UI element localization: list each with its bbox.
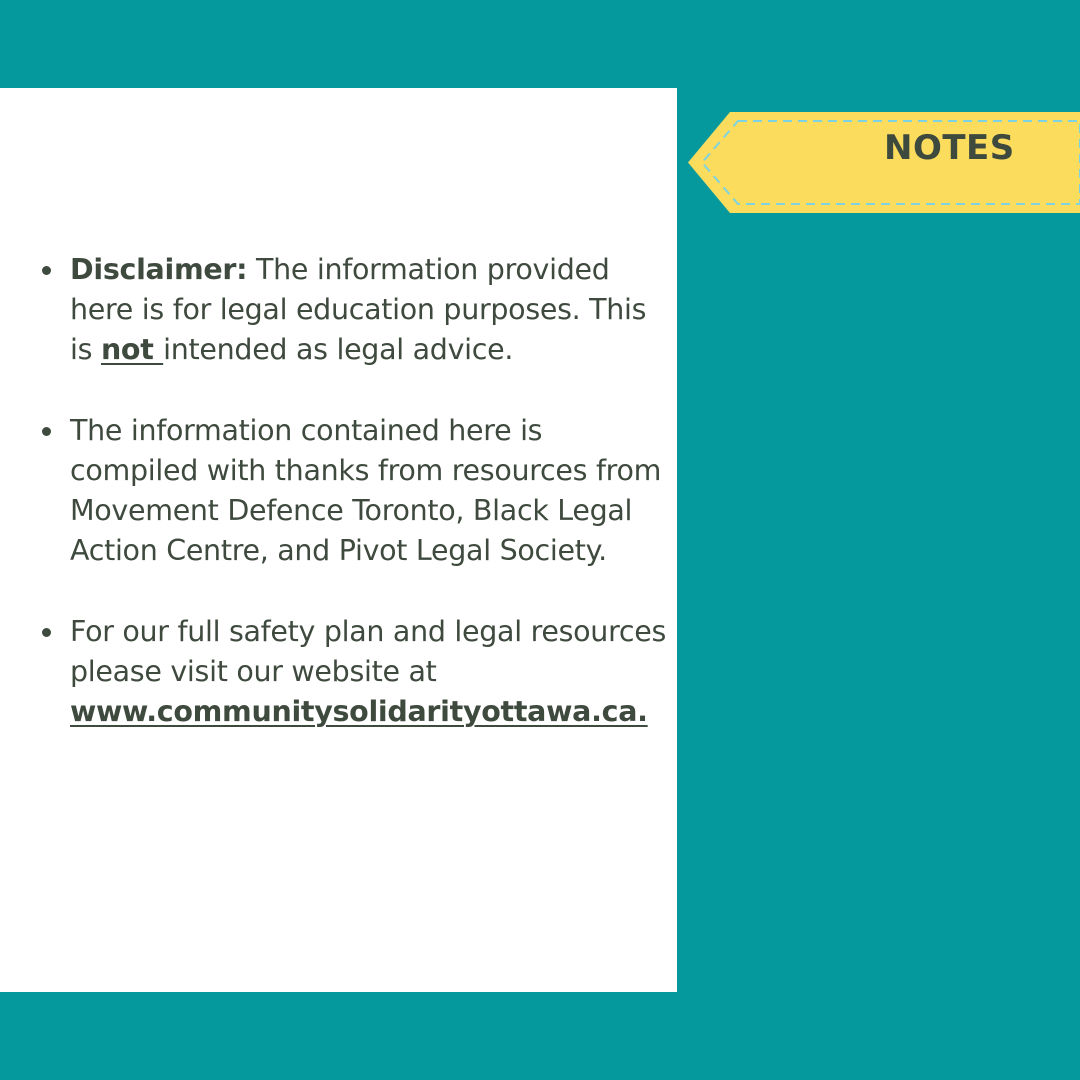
disclaimer-text-end: intended as legal advice. [163, 333, 514, 367]
notes-title: NOTES [884, 128, 1015, 168]
disclaimer-text-start: The information provided here is for legal education purposes. This is [70, 253, 647, 367]
website-link[interactable]: www.communitysolidarityottawa.ca. [70, 695, 648, 729]
website-item [70, 612, 670, 733]
credits-item [70, 411, 670, 572]
disclaimer-item [70, 250, 670, 371]
notes-list [70, 250, 670, 773]
website-text: For our full safety plan and legal resources please visit our website at [70, 614, 667, 688]
disclaimer-label: Disclaimer: [70, 253, 248, 286]
notes-tag [688, 112, 1080, 213]
credits-text: The information contained here is compiled with thanks from resources from Movement Defence Toronto, Black Legal Action Centre, and Pivot Legal Society. [70, 413, 662, 568]
notes-card [0, 88, 677, 992]
not-emphasis: not [100, 333, 164, 367]
